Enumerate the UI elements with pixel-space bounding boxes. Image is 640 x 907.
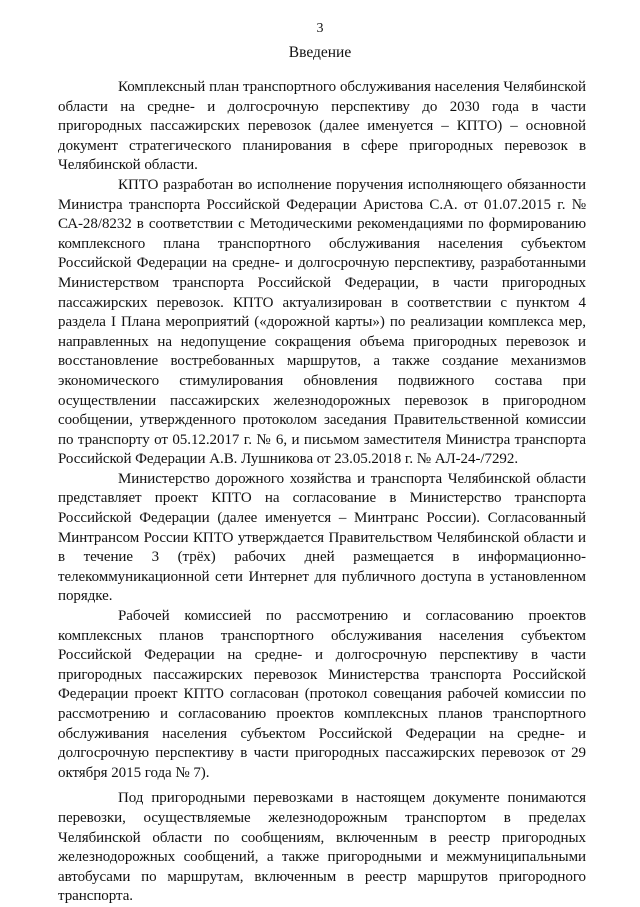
paragraph-commission: Рабочей комиссией по рассмотрению и согласованию проектов комплексных планов транспортного обслуживания населения субъектом Российской Федерации на средне- и долгосрочную перспективу в части пригородных пассажирских перевозок Министерства транспорта Российской Федерации проект КПТО согласован (протокол совещания рабочей комиссии по рассмотрению и согласованию проектов комплексных планов транспортного обслуживания населения субъектом Российской Федерации на средне- и долгосрочную перспективу в части пригородных пассажирских перевозок от 29 октября 2015 года № 7).	[58, 608, 586, 781]
section-title: Введение	[288, 44, 352, 61]
paragraph-definition: Под пригородными перевозками в настоящем документе понимаются перевозки, осуществляемые железнодорожным транспортом в пределах Челябинской области по сообщениям, включенным в реестр пригородных железнодорожных сообщений, а также пригородными и межмуниципальными автобусами по маршрутам, включенным в реестр маршрутов пригородного транспорта.	[58, 790, 586, 905]
page-number: 3	[316, 21, 324, 36]
paragraph-intro: Комплексный план транспортного обслуживания населения Челябинской области на средне- и долгосрочную перспективу до 2030 года в части пригородных пассажирских перевозок (далее именуется – КПТО) – основной документ стратегического планирования в сфере пригородных перевозок в Челябинской области.	[58, 79, 586, 174]
paragraph-approval: Министерство дорожного хозяйства и транспорта Челябинской области представляет проект КПТО на согласование в Министерство транспорта Российской Федерации (далее именуется – Минтранс России). Согласованный Минтрансом России КПТО утверждается Правительством Челябинской области и в течение 3 (трёх) рабочих дней размещается в информационно-телекоммуникационной сети Интернет для публичного доступа в установленном порядке.	[58, 470, 586, 605]
document-body	[58, 78, 586, 907]
paragraph-development: КПТО разработан во исполнение поручения исполняющего обязанности Министра транспорта Российской Федерации Аристова С.А. от 01.07.2015 г. № СА-28/8232 в соответствии с Методическими рекомендациями по формированию комплексного плана транспортного обслуживания населения субъектом Российской Федерации на средне- и долгосрочную перспективу, разработанными Министерством транспорта Российской Федерации, в части пригородных пассажирских перевозок. КПТО актуализирован в соответствии с пунктом 4 раздела I Плана мероприятий («дорожной карты») по реализации комплекса мер, направленных на недопущение сокращения объема пригородных перевозок и восстановление востребованных маршрутов, а также создание механизмов экономического стимулирования обновления подвижного состава при осуществлении пассажирских железнодорожных перевозок в пригородном сообщении, утвержденного протоколом заседания Правительственной комиссии по транспорту от 05.12.2017 г. № 6, и письмом заместителя Министра транспорта Российской Федерации А.В. Лушникова от 23.05.2018 г. № АЛ-24-/7292.	[58, 176, 586, 468]
